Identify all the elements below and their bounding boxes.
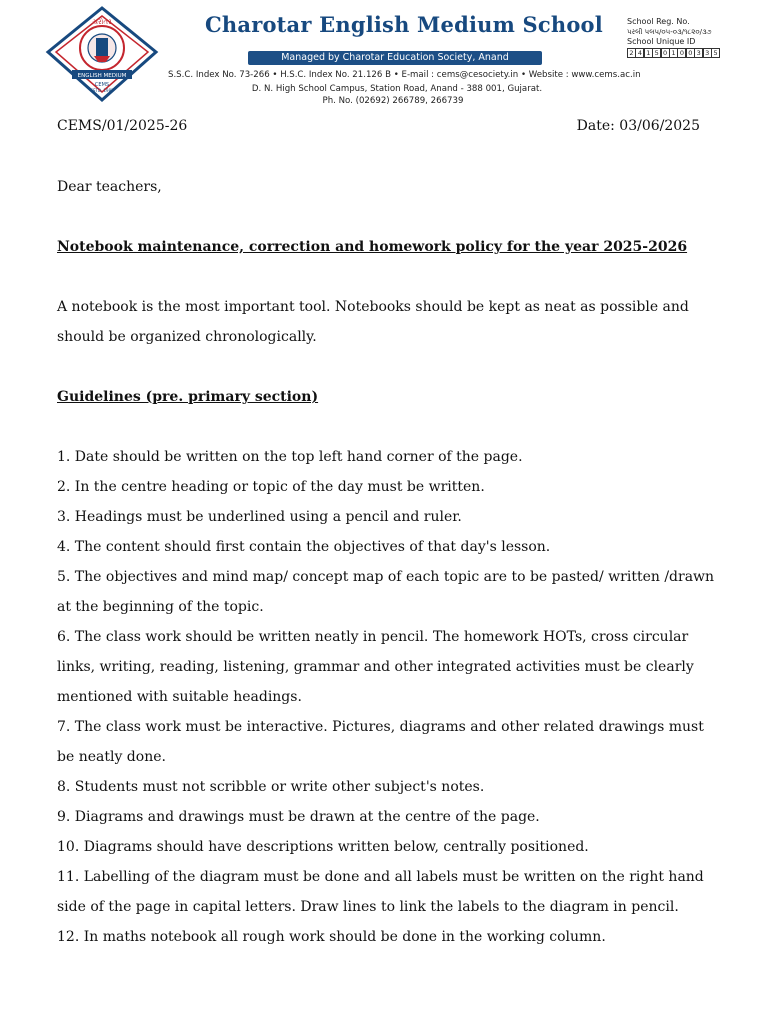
school-phone: Ph. No. (02692) 266789, 266739 [322, 96, 464, 106]
list-item: 5. The objectives and mind map/ concept map of each topic are to be pasted/ written /drawn at the beginning of the topic. [57, 569, 715, 615]
school-address: D. N. High School Campus, Station Road, Anand - 388 001, Gujarat. [251, 84, 543, 94]
unique-id-digit: 5 [652, 48, 661, 58]
letter-body [57, 172, 717, 952]
document-date: Date: 03/06/2025 [576, 118, 700, 134]
unique-id-digit: 0 [661, 48, 670, 58]
unique-id-digit: 3 [694, 48, 703, 58]
logo-year: ESTD. 1985 [90, 88, 114, 93]
logo-label: ENGLISH MEDIUM [77, 73, 127, 79]
guidelines-list [57, 442, 717, 952]
managed-by-banner: Managed by Charotar Education Society, Anand [248, 51, 542, 65]
registration-block [627, 17, 719, 58]
unique-id-digit: 3 [703, 48, 712, 58]
list-item: 2. In the centre heading or topic of the day must be written. [57, 479, 485, 495]
logo-top-text: ચરોતર [92, 18, 112, 26]
index-contact-line: S.S.C. Index No. 73-266 • H.S.C. Index No. 21.126 B • E-mail : cems@cesociety.in • Website : www.cems.ac.in [168, 70, 641, 80]
unique-id-digit: 1 [669, 48, 678, 58]
unique-id-digit: 0 [677, 48, 686, 58]
list-item: 9. Diagrams and drawings must be drawn at the centre of the page. [57, 809, 540, 825]
salutation: Dear teachers, [57, 179, 162, 195]
unique-id-digit: 2 [627, 48, 636, 58]
reg-number: પરલી પલપ/૦૫-૦૩/૧૮૨૦/૩૭ [627, 28, 712, 36]
list-item: 11. Labelling of the diagram must be done and all labels must be written on the right hand side of the page in capital letters. Draw lines to link the labels to the diagram in pencil. [57, 869, 704, 915]
school-name: Charotar English Medium School [205, 12, 603, 37]
list-item: 6. The class work should be written neatly in pencil. The homework HOTs, cross circular links, writing, reading, listening, grammar and other integrated activities must be clearly mentioned with suitable headings. [57, 629, 694, 705]
school-logo [44, 6, 160, 104]
list-item: 12. In maths notebook all rough work should be done in the working column. [57, 929, 606, 945]
logo-initials: CEMS [94, 82, 110, 88]
list-item: 3. Headings must be underlined using a pencil and ruler. [57, 509, 462, 525]
intro-paragraph: A notebook is the most important tool. Notebooks should be kept as neat as possible and should be organized chronologically. [57, 299, 689, 345]
unique-id-digit: 4 [635, 48, 644, 58]
unique-id-digit: 1 [644, 48, 653, 58]
list-item: 4. The content should first contain the objectives of that day's lesson. [57, 539, 551, 555]
letterhead [0, 0, 768, 110]
list-item: 8. Students must not scribble or write other subject's notes. [57, 779, 485, 795]
list-item: 7. The class work must be interactive. Pictures, diagrams and other related drawings must be neatly done. [57, 719, 704, 765]
unique-id-digit: 0 [686, 48, 695, 58]
unique-id-label: School Unique ID [627, 37, 696, 46]
list-item: 10. Diagrams should have descriptions written below, centrally positioned. [57, 839, 589, 855]
unique-id-boxes [627, 48, 719, 58]
reference-number: CEMS/01/2025-26 [57, 118, 188, 134]
section-heading: Guidelines (pre. primary section) [57, 389, 319, 405]
document-title: Notebook maintenance, correction and homework policy for the year 2025-2026 [57, 239, 688, 255]
list-item: 1. Date should be written on the top left hand corner of the page. [57, 449, 523, 465]
reg-label: School Reg. No. [627, 17, 690, 26]
unique-id-digit: 5 [711, 48, 720, 58]
